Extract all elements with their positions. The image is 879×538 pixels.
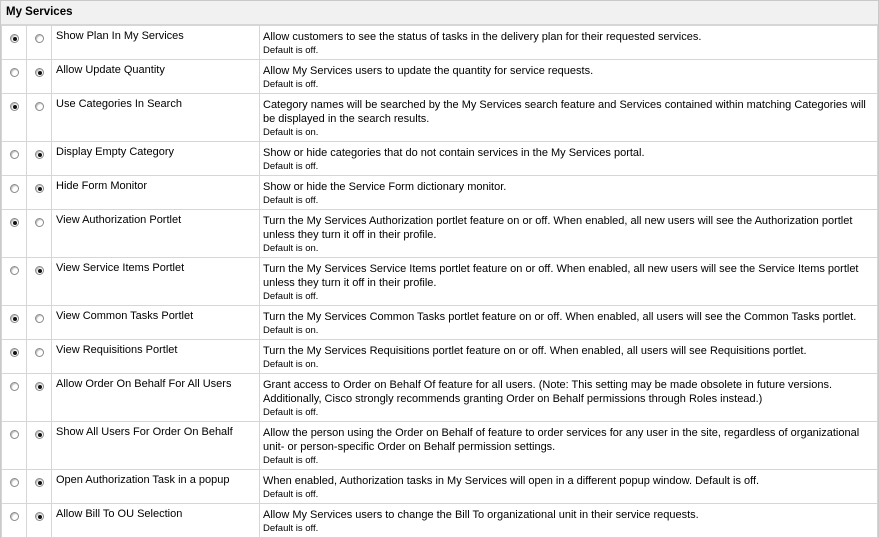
radio-cell-on [2, 94, 27, 142]
setting-description-cell [260, 340, 878, 374]
setting-row [2, 142, 878, 176]
radio-right[interactable] [35, 150, 44, 159]
setting-name: Allow Order On Behalf For All Users [52, 374, 260, 422]
radio-cell-off [27, 60, 52, 94]
setting-row [2, 470, 878, 504]
setting-description-cell [260, 258, 878, 306]
setting-description: Category names will be searched by the My Services search feature and Services contained within matching Categories will be displayed in the search results. [263, 99, 866, 125]
radio-cell-on [2, 422, 27, 470]
radio-cell-on [2, 470, 27, 504]
radio-left[interactable] [10, 68, 19, 77]
radio-right[interactable] [35, 266, 44, 275]
setting-row [2, 176, 878, 210]
setting-name: View Authorization Portlet [52, 210, 260, 258]
radio-left[interactable] [10, 314, 19, 323]
radio-right[interactable] [35, 184, 44, 193]
setting-row [2, 422, 878, 470]
radio-cell-off [27, 176, 52, 210]
setting-default: Default is off. [263, 79, 319, 90]
setting-description: Show or hide the Service Form dictionary monitor. [263, 181, 507, 193]
setting-description: Allow My Services users to change the Bill To organizational unit in their service requests. [263, 509, 699, 521]
setting-description-cell [260, 422, 878, 470]
radio-left[interactable] [10, 34, 19, 43]
radio-left[interactable] [10, 102, 19, 111]
setting-description: When enabled, Authorization tasks in My Services will open in a different popup window. Default is off. [263, 475, 760, 487]
radio-right[interactable] [35, 430, 44, 439]
setting-default: Default is on. [263, 325, 319, 336]
setting-description-cell [260, 26, 878, 60]
setting-default: Default is on. [263, 359, 319, 370]
radio-cell-off [27, 26, 52, 60]
setting-default: Default is off. [263, 45, 319, 56]
panel-title: My Services [1, 1, 878, 25]
setting-name: Hide Form Monitor [52, 176, 260, 210]
radio-left[interactable] [10, 382, 19, 391]
setting-name: Display Empty Category [52, 142, 260, 176]
radio-left[interactable] [10, 348, 19, 357]
radio-right[interactable] [35, 68, 44, 77]
radio-right[interactable] [35, 348, 44, 357]
setting-row [2, 374, 878, 422]
setting-name: View Common Tasks Portlet [52, 306, 260, 340]
setting-name: View Service Items Portlet [52, 258, 260, 306]
setting-default: Default is on. [263, 243, 319, 254]
setting-description: Allow My Services users to update the quantity for service requests. [263, 65, 594, 77]
setting-default: Default is off. [263, 455, 319, 466]
setting-row [2, 258, 878, 306]
setting-description-cell [260, 210, 878, 258]
setting-default: Default is off. [263, 291, 319, 302]
setting-description-cell [260, 60, 878, 94]
radio-cell-on [2, 176, 27, 210]
setting-name: View Requisitions Portlet [52, 340, 260, 374]
setting-description-cell [260, 176, 878, 210]
setting-name: Use Categories In Search [52, 94, 260, 142]
radio-right[interactable] [35, 478, 44, 487]
setting-description-cell [260, 94, 878, 142]
radio-cell-off [27, 210, 52, 258]
setting-name: Allow Bill To OU Selection [52, 504, 260, 538]
settings-table [1, 25, 878, 538]
setting-name: Show Plan In My Services [52, 26, 260, 60]
radio-left[interactable] [10, 478, 19, 487]
setting-description: Allow the person using the Order on Behalf of feature to order services for any user in the site, regardless of organizational unit- or person-specific Order on Behalf permission settings. [263, 427, 860, 453]
radio-right[interactable] [35, 314, 44, 323]
radio-right[interactable] [35, 102, 44, 111]
setting-description: Grant access to Order on Behalf Of feature for all users. (Note: This setting may be made obsolete in future versions. Additionally, Cisco strongly recommends granting Order on Behalf permissions through Roles instead.) [263, 379, 833, 405]
radio-cell-on [2, 504, 27, 538]
setting-name: Show All Users For Order On Behalf [52, 422, 260, 470]
radio-cell-off [27, 340, 52, 374]
setting-default: Default is on. [263, 127, 319, 138]
setting-description: Turn the My Services Authorization portlet feature on or off. When enabled, all new users will see the Authorization portlet unless they turn it off in their profile. [263, 215, 853, 241]
radio-left[interactable] [10, 430, 19, 439]
radio-right[interactable] [35, 34, 44, 43]
radio-cell-off [27, 306, 52, 340]
radio-cell-off [27, 258, 52, 306]
radio-left[interactable] [10, 150, 19, 159]
setting-name: Open Authorization Task in a popup [52, 470, 260, 504]
radio-cell-off [27, 374, 52, 422]
setting-description: Show or hide categories that do not contain services in the My Services portal. [263, 147, 645, 159]
setting-row [2, 26, 878, 60]
radio-left[interactable] [10, 512, 19, 521]
radio-right[interactable] [35, 218, 44, 227]
setting-default: Default is off. [263, 489, 319, 500]
radio-cell-off [27, 470, 52, 504]
setting-description-cell [260, 504, 878, 538]
setting-default: Default is off. [263, 407, 319, 418]
radio-cell-on [2, 340, 27, 374]
setting-default: Default is off. [263, 161, 319, 172]
setting-description-cell [260, 374, 878, 422]
setting-description: Allow customers to see the status of tasks in the delivery plan for their requested services. [263, 31, 702, 43]
setting-description-cell [260, 306, 878, 340]
setting-default: Default is off. [263, 195, 319, 206]
radio-left[interactable] [10, 184, 19, 193]
radio-left[interactable] [10, 218, 19, 227]
setting-row [2, 94, 878, 142]
setting-description: Turn the My Services Service Items portlet feature on or off. When enabled, all new users will see the Service Items portlet unless they turn it off in their profile. [263, 263, 859, 289]
radio-cell-on [2, 142, 27, 176]
setting-row [2, 60, 878, 94]
setting-default: Default is off. [263, 523, 319, 534]
radio-cell-on [2, 306, 27, 340]
setting-row [2, 340, 878, 374]
setting-description: Turn the My Services Requisitions portlet feature on or off. When enabled, all users will see Requisitions portlet. [263, 345, 807, 357]
radio-cell-on [2, 374, 27, 422]
radio-cell-off [27, 94, 52, 142]
radio-cell-on [2, 60, 27, 94]
setting-description: Turn the My Services Common Tasks portlet feature on or off. When enabled, all users will see the Common Tasks portlet. [263, 311, 857, 323]
radio-cell-on [2, 26, 27, 60]
radio-cell-off [27, 504, 52, 538]
radio-right[interactable] [35, 512, 44, 521]
radio-cell-off [27, 422, 52, 470]
setting-name: Allow Update Quantity [52, 60, 260, 94]
radio-cell-on [2, 258, 27, 306]
radio-cell-off [27, 142, 52, 176]
setting-description-cell [260, 142, 878, 176]
setting-row [2, 210, 878, 258]
radio-left[interactable] [10, 266, 19, 275]
setting-row [2, 306, 878, 340]
setting-row [2, 504, 878, 538]
radio-cell-on [2, 210, 27, 258]
radio-right[interactable] [35, 382, 44, 391]
setting-description-cell [260, 470, 878, 504]
